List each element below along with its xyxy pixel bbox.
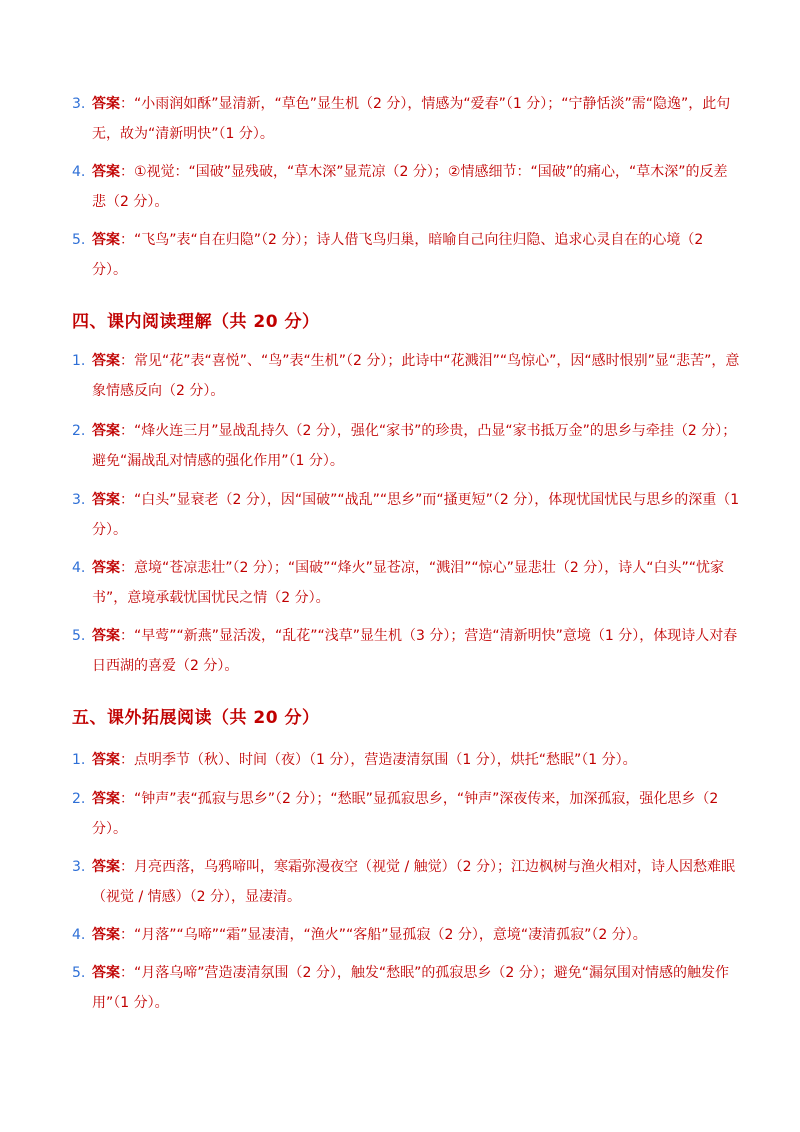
answer-text: ：“飞鸟”表“自在归隐”（2 分）；诗人借飞鸟归巢，暗喻自己向往归隐、追求心灵自在的心境（2 分）。 — [92, 232, 704, 278]
answer-text: ：①视觉：“国破”显残破，“草木深”显荒凉（2 分）；②情感细节：“国破”的痛心，“草木深”的反差悲（2 分）。 — [92, 164, 728, 210]
answer-item — [72, 958, 740, 1018]
answer-text: ：点明季节（秋）、时间（夜）（1 分），营造凄清氛围（1 分），烘托“愁眠”（1 分）。 — [120, 752, 637, 768]
answer-label: 答案 — [92, 752, 120, 768]
answer-label: 答案 — [92, 232, 120, 248]
answer-item — [72, 784, 740, 844]
answer-text: ：“烽火连三月”显战乱持久（2 分），强化“家书”的珍贵，凸显“家书抵万金”的思乡与牵挂（2 分）；避免“漏战乱对情感的强化作用”（1 分）。 — [92, 423, 737, 469]
item-number: 1. — [72, 752, 86, 768]
section-heading-5: 五、课外拓展阅读（共 20 分） — [72, 708, 320, 728]
answer-text: ：“月落”“乌啼”“霜”显凄清，“渔火”“客船”显孤寂（2 分），意境“凄清孤寂”（2 分）。 — [120, 927, 647, 943]
answer-text: ：常见“花”表“喜悦”、“鸟”表“生机”（2 分）；此诗中“花溅泪”“鸟惊心”，因“感时恨别”显“悲苦”，意象情感反向（2 分）。 — [92, 353, 740, 399]
answer-item — [72, 225, 740, 285]
item-number: 1. — [72, 353, 86, 369]
answer-text: ：“早莺”“新燕”显活泼，“乱花”“浅草”显生机（3 分）；营造“清新明快”意境（1 分），体现诗人对春日西湖的喜爱（2 分）。 — [92, 628, 738, 674]
answer-label: 答案 — [92, 492, 120, 508]
item-number: 3. — [72, 96, 86, 112]
answer-label: 答案 — [92, 859, 120, 875]
item-number: 3. — [72, 859, 86, 875]
item-number: 4. — [72, 927, 86, 943]
item-number: 2. — [72, 791, 86, 807]
answer-text: ：月亮西落，乌鸦啼叫，寒霜弥漫夜空（视觉 / 触觉）（2 分）；江边枫树与渔火相对，诗人因愁难眠（视觉 / 情感）（2 分），显凄清。 — [92, 859, 735, 905]
item-number: 3. — [72, 492, 86, 508]
answer-label: 答案 — [92, 423, 120, 439]
answer-item — [72, 621, 740, 681]
item-number: 4. — [72, 164, 86, 180]
item-number: 4. — [72, 560, 86, 576]
answer-label: 答案 — [92, 164, 120, 180]
answer-label: 答案 — [92, 965, 120, 981]
answer-label: 答案 — [92, 927, 120, 943]
answer-label: 答案 — [92, 560, 120, 576]
answer-item — [72, 89, 740, 149]
answer-text: ：“小雨润如酥”显清新，“草色”显生机（2 分），情感为“爱春”（1 分）；“宁静恬淡”需“隐逸”，此句无，故为“清新明快”（1 分）。 — [92, 96, 731, 142]
answer-item — [72, 852, 740, 912]
answer-text: ：意境“苍凉悲壮”（2 分）；“国破”“烽火”显苍凉，“溅泪”“惊心”显悲壮（2 分），诗人“白头”“忧家书”，意境承载忧国忧民之情（2 分）。 — [92, 560, 725, 606]
item-number: 5. — [72, 232, 86, 248]
answer-text: ：“白头”显衰老（2 分），因“国破”“战乱”“思乡”而“搔更短”（2 分），体现忧国忧民与思乡的深重（1 分）。 — [92, 492, 740, 538]
answer-item — [72, 920, 740, 950]
section-heading-4: 四、课内阅读理解（共 20 分） — [72, 312, 320, 332]
answer-item — [72, 346, 740, 406]
answer-label: 答案 — [92, 96, 120, 112]
answer-item — [72, 157, 740, 217]
item-number: 5. — [72, 965, 86, 981]
item-number: 2. — [72, 423, 86, 439]
answer-item — [72, 416, 740, 476]
answer-item — [72, 553, 740, 613]
answer-text: ：“月落乌啼”营造凄清氛围（2 分），触发“愁眠”的孤寂思乡（2 分）；避免“漏氛围对情感的触发作用”（1 分）。 — [92, 965, 729, 1011]
answer-text: ：“钟声”表“孤寂与思乡”（2 分）；“愁眠”显孤寂思乡，“钟声”深夜传来，加深孤寂，强化思乡（2 分）。 — [92, 791, 719, 837]
answer-item — [72, 485, 740, 545]
answer-label: 答案 — [92, 628, 120, 644]
answer-item — [72, 745, 740, 775]
answer-label: 答案 — [92, 353, 120, 369]
answer-label: 答案 — [92, 791, 120, 807]
item-number: 5. — [72, 628, 86, 644]
